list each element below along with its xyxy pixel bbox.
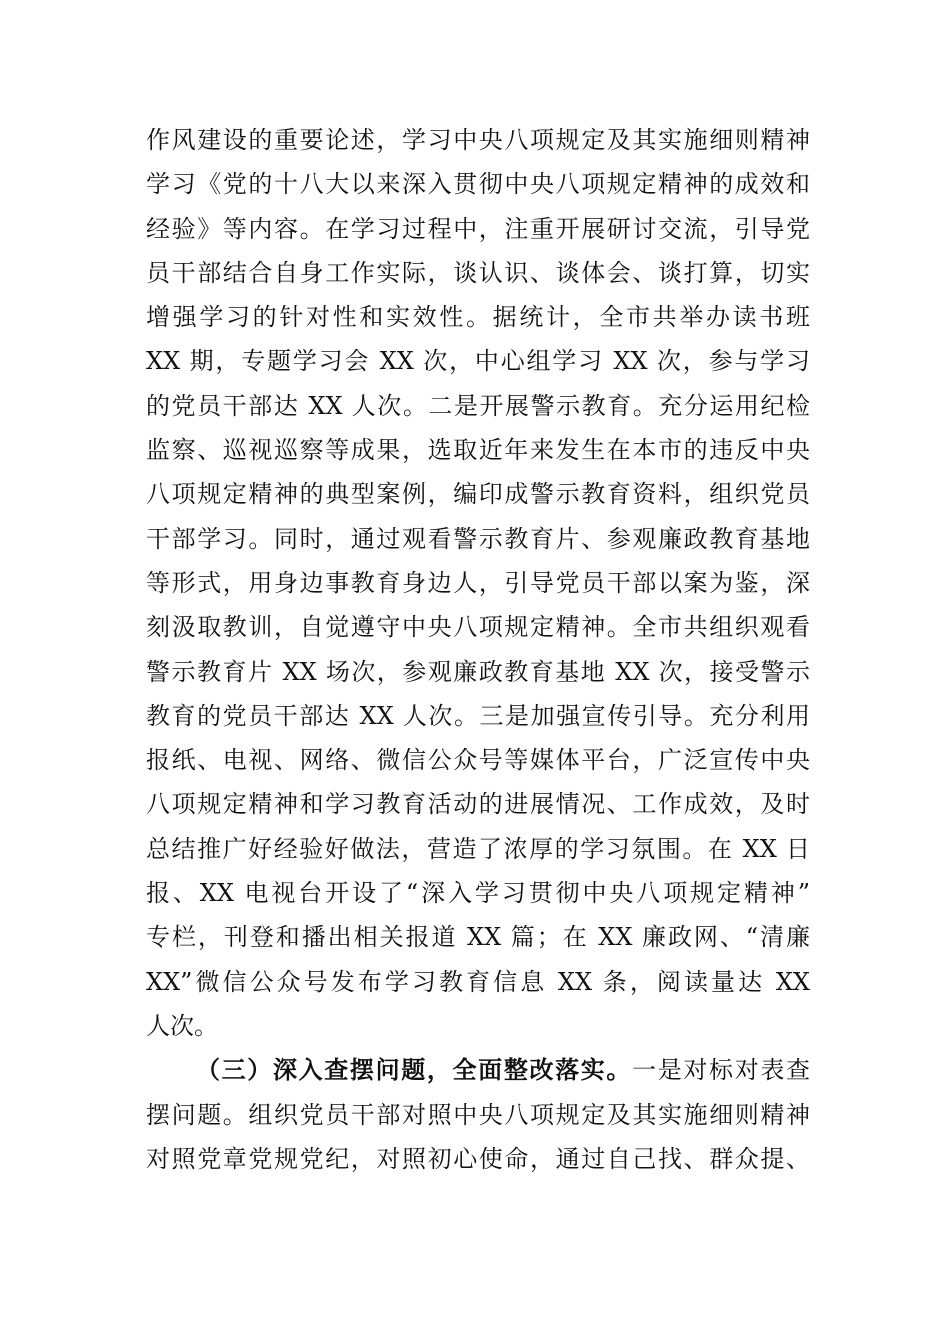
- text-line: 八项规定精神的典型案例，编印成警示教育资料，组织党员: [146, 480, 810, 509]
- text-line: 员干部结合自身工作实际，谈认识、谈体会、谈打算，切实: [146, 258, 810, 287]
- section-heading-line: [146, 1048, 810, 1092]
- text-line: 报、XX 电视台开设了“深入学习贯彻中央八项规定精神”: [146, 879, 810, 908]
- text-line: 八项规定精神和学习教育活动的进展情况、工作成效，及时: [146, 790, 810, 819]
- text-line: XX”微信公众号发布学习教育信息 XX 条，阅读量达 XX: [146, 967, 810, 996]
- text-line: XX 期，专题学习会 XX 次，中心组学习 XX 次，参与学习: [146, 347, 810, 376]
- text-line: 学习《党的十八大以来深入贯彻中央八项规定精神的成效和: [146, 170, 810, 199]
- text-line: 刻汲取教训，自觉遵守中央八项规定精神。全市共组织观看: [146, 613, 810, 642]
- text-line: 监察、巡视巡察等成果，选取近年来发生在本市的违反中央: [146, 436, 810, 465]
- text-line: 作风建设的重要论述，学习中央八项规定及其实施细则精神: [146, 126, 810, 154]
- text-line: 增强学习的针对性和实效性。据统计，全市共举办读书班: [146, 303, 810, 332]
- text-line: 的党员干部达 XX 人次。二是开展警示教育。充分运用纪检: [146, 391, 810, 420]
- text-line: 经验》等内容。在学习过程中，注重开展研讨交流，引导党: [146, 214, 810, 243]
- text-line: 干部学习。同时，通过观看警示教育片、参观廉政教育基地: [146, 524, 810, 553]
- text-line: 等形式，用身边事教育身边人，引导党员干部以案为鉴，深: [146, 568, 810, 597]
- text-line: 警示教育片 XX 场次，参观廉政教育基地 XX 次，接受警示: [146, 657, 810, 686]
- text-line: 专栏，刊登和播出相关报道 XX 篇；在 XX 廉政网、“清廉: [146, 923, 810, 952]
- text-line: 摆问题。组织党员干部对照中央八项规定及其实施细则精神: [146, 1100, 810, 1129]
- text-line: 教育的党员干部达 XX 人次。三是加强宣传引导。充分利用: [146, 701, 810, 730]
- section-heading: （三）深入查摆问题，全面整改落实。: [196, 1055, 633, 1085]
- body-text: [146, 118, 810, 1181]
- text-line: 总结推广好经验好做法，营造了浓厚的学习氛围。在 XX 日: [146, 834, 810, 863]
- text-line: 对照党章党规党纪，对照初心使命，通过自己找、群众提、: [146, 1144, 810, 1173]
- text-line: 报纸、电视、网络、微信公众号等媒体平台，广泛宣传中央: [146, 746, 810, 775]
- text-line: 人次。: [146, 1011, 218, 1040]
- section-heading-rest: 一是对标对表查: [632, 1056, 811, 1085]
